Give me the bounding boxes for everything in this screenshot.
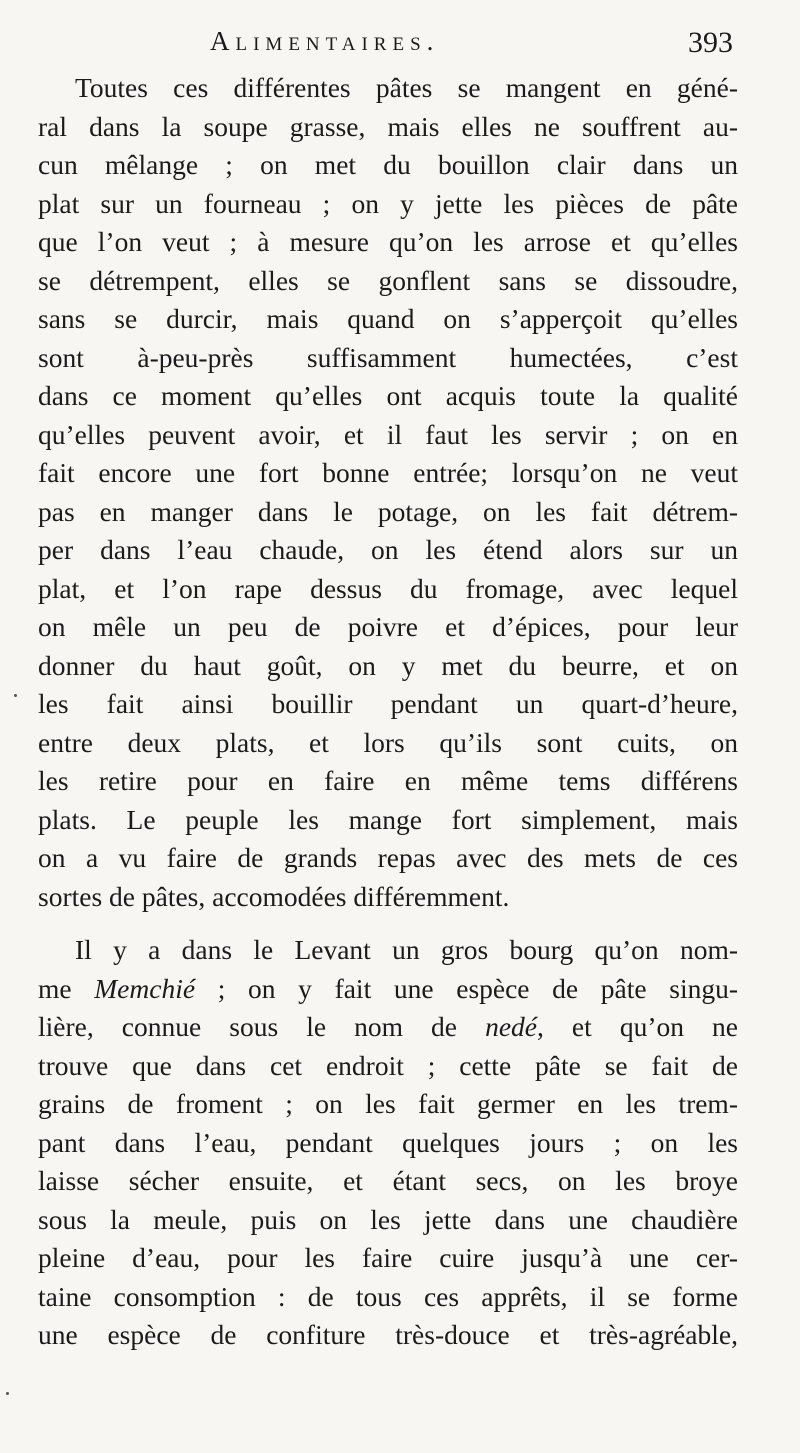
text-line: sortes de pâtes, accomodées différemment. xyxy=(38,880,510,912)
text-line: grains de froment ; on les fait germer en les trem- xyxy=(38,1088,738,1119)
text-line: sous la meule, puis on les jette dans une chaudière xyxy=(38,1203,738,1235)
text-line: pas en manger dans le potage, on les fait détrem- xyxy=(38,495,738,527)
text-line: pleine d’eau, pour les faire cuire jusqu’à une cer- xyxy=(38,1242,738,1273)
text-line: Il y a dans le Levant un gros bourg qu’on nom- xyxy=(75,934,738,965)
place-name-italic: Memchié xyxy=(94,972,196,1004)
text-line: qu’elles peuvent avoir, et il faut les servir ; on en xyxy=(38,418,738,450)
text-line: taine consomption : de tous ces apprêts, il se forme xyxy=(38,1280,738,1312)
text-run: , et qu’on ne xyxy=(537,1011,739,1042)
paper-speck xyxy=(14,694,17,697)
text-line: entre deux plats, et lors qu’ils sont cuits, on xyxy=(38,726,738,758)
text-line: Toutes ces différentes pâtes se mangent en géné- xyxy=(75,72,738,103)
text-line: dans ce moment qu’elles ont acquis toute la qualité xyxy=(38,380,738,411)
text-line: les retire pour en faire en même tems différens xyxy=(38,765,738,796)
text-line: cun mêlange ; on met du bouillon clair dans un xyxy=(38,149,738,180)
text-line: plat, et l’on rape dessus du fromage, avec lequel xyxy=(38,572,738,604)
text-line: sont à-peu-près suffisamment humectées, c’est xyxy=(38,341,738,373)
text-line xyxy=(38,969,738,1009)
text-line: on mêle un peu de poivre et d’épices, pour leur xyxy=(38,611,738,642)
text-line xyxy=(38,1007,738,1047)
text-line: pant dans l’eau, pendant quelques jours ; on les xyxy=(38,1126,738,1158)
text-line: ral dans la soupe grasse, mais elles ne souffrent au- xyxy=(38,110,738,142)
text-run: ; on y fait une espèce de pâte singu- xyxy=(195,972,738,1004)
text-line: donner du haut goût, on y met du beurre, et on xyxy=(38,649,738,681)
term-italic: nedé xyxy=(485,1011,537,1042)
page-number: 393 xyxy=(688,26,733,59)
text-run: me xyxy=(38,972,95,1004)
text-line: que l’on veut ; à mesure qu’on les arrose et qu’elles xyxy=(38,226,738,257)
text-line: plats. Le peuple les mange fort simplement, mais xyxy=(38,803,738,835)
text-line: une espèce de confiture très-douce et très-agréable, xyxy=(38,1319,738,1350)
text-line: se détrempent, elles se gonflent sans se dissoudre, xyxy=(38,264,738,296)
text-line: trouve que dans cet endroit ; cette pâte se fait de xyxy=(38,1049,738,1081)
text-line: laisse sécher ensuite, et étant secs, on les broye xyxy=(38,1165,738,1196)
text-run: lière, connue sous le nom de xyxy=(38,1011,486,1042)
text-line: les fait ainsi bouillir pendant un quart-d’heure, xyxy=(38,688,738,719)
paper-speck xyxy=(6,1392,9,1395)
text-line: per dans l’eau chaude, on les étend alors sur un xyxy=(38,534,738,565)
text-line: fait encore une fort bonne entrée; lorsqu’on ne veut xyxy=(38,457,738,488)
text-line: plat sur un fourneau ; on y jette les pièces de pâte xyxy=(38,187,738,219)
text-line: sans se durcir, mais quand on s’apperçoit qu’elles xyxy=(38,303,738,334)
text-line: on a vu faire de grands repas avec des mets de ces xyxy=(38,842,738,873)
page-header xyxy=(0,26,800,62)
running-title: Alimentaires. xyxy=(210,26,440,56)
